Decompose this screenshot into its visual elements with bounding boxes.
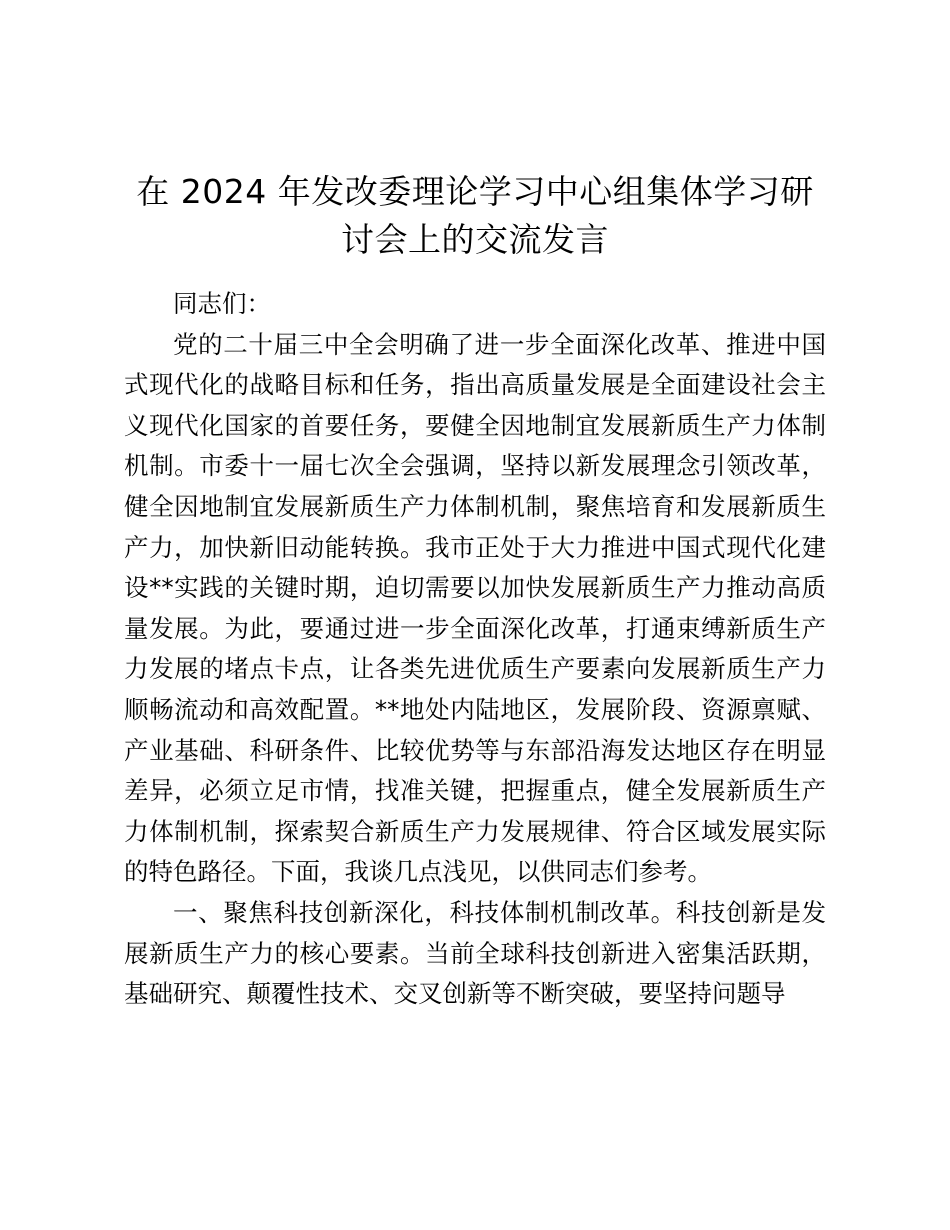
document-body bbox=[124, 284, 826, 1015]
document-title: 在 2024 年发改委理论学习中心组集体学习研讨会上的交流发言 bbox=[136, 172, 814, 259]
section-one-paragraph bbox=[124, 893, 826, 1015]
section-one-heading: 一、聚焦科技创新深化，科技体制机制改革。 bbox=[173, 897, 676, 927]
salutation: 同志们： bbox=[173, 289, 271, 318]
section-one-text: 科技创新是发展新质生产力的核心要素。当前全球科技创新进入密集活跃期，基础研究、颠覆性技术、交叉创新等不断突破，要坚持问题导 bbox=[124, 897, 827, 1009]
intro-paragraph: 党的二十届三中全会明确了进一步全面深化改革、推进中国式现代化的战略目标和任务，指出高质量发展是全面建设社会主义现代化国家的首要任务，要健全因地制宜发展新质生产力体制机制。市委十一届七次全会强调，坚持以新发展理念引领改革，健全因地制宜发展新质生产力体制机制，聚焦培育和发展新质生产力，加快新旧动能转换。我市正处于大力推进中国式现代化建设**实践的关键时期，迫切需要以加快发展新质生产力推动高质量发展。为此，要通过进一步全面深化改革，打通束缚新质生产力发展的堵点卡点，让各类先进优质生产要素向发展新质生产力顺畅流动和高效配置。**地处内陆地区，发展阶段、资源禀赋、产业基础、科研条件、比较优势等与东部沿海发达地区存在明显差异，必须立足市情，找准关键，把握重点，健全发展新质生产力体制机制，探索契合新质生产力发展规律、符合区域发展实际的特色路径。下面，我谈几点浅见，以供同志们参考。 bbox=[124, 329, 826, 887]
